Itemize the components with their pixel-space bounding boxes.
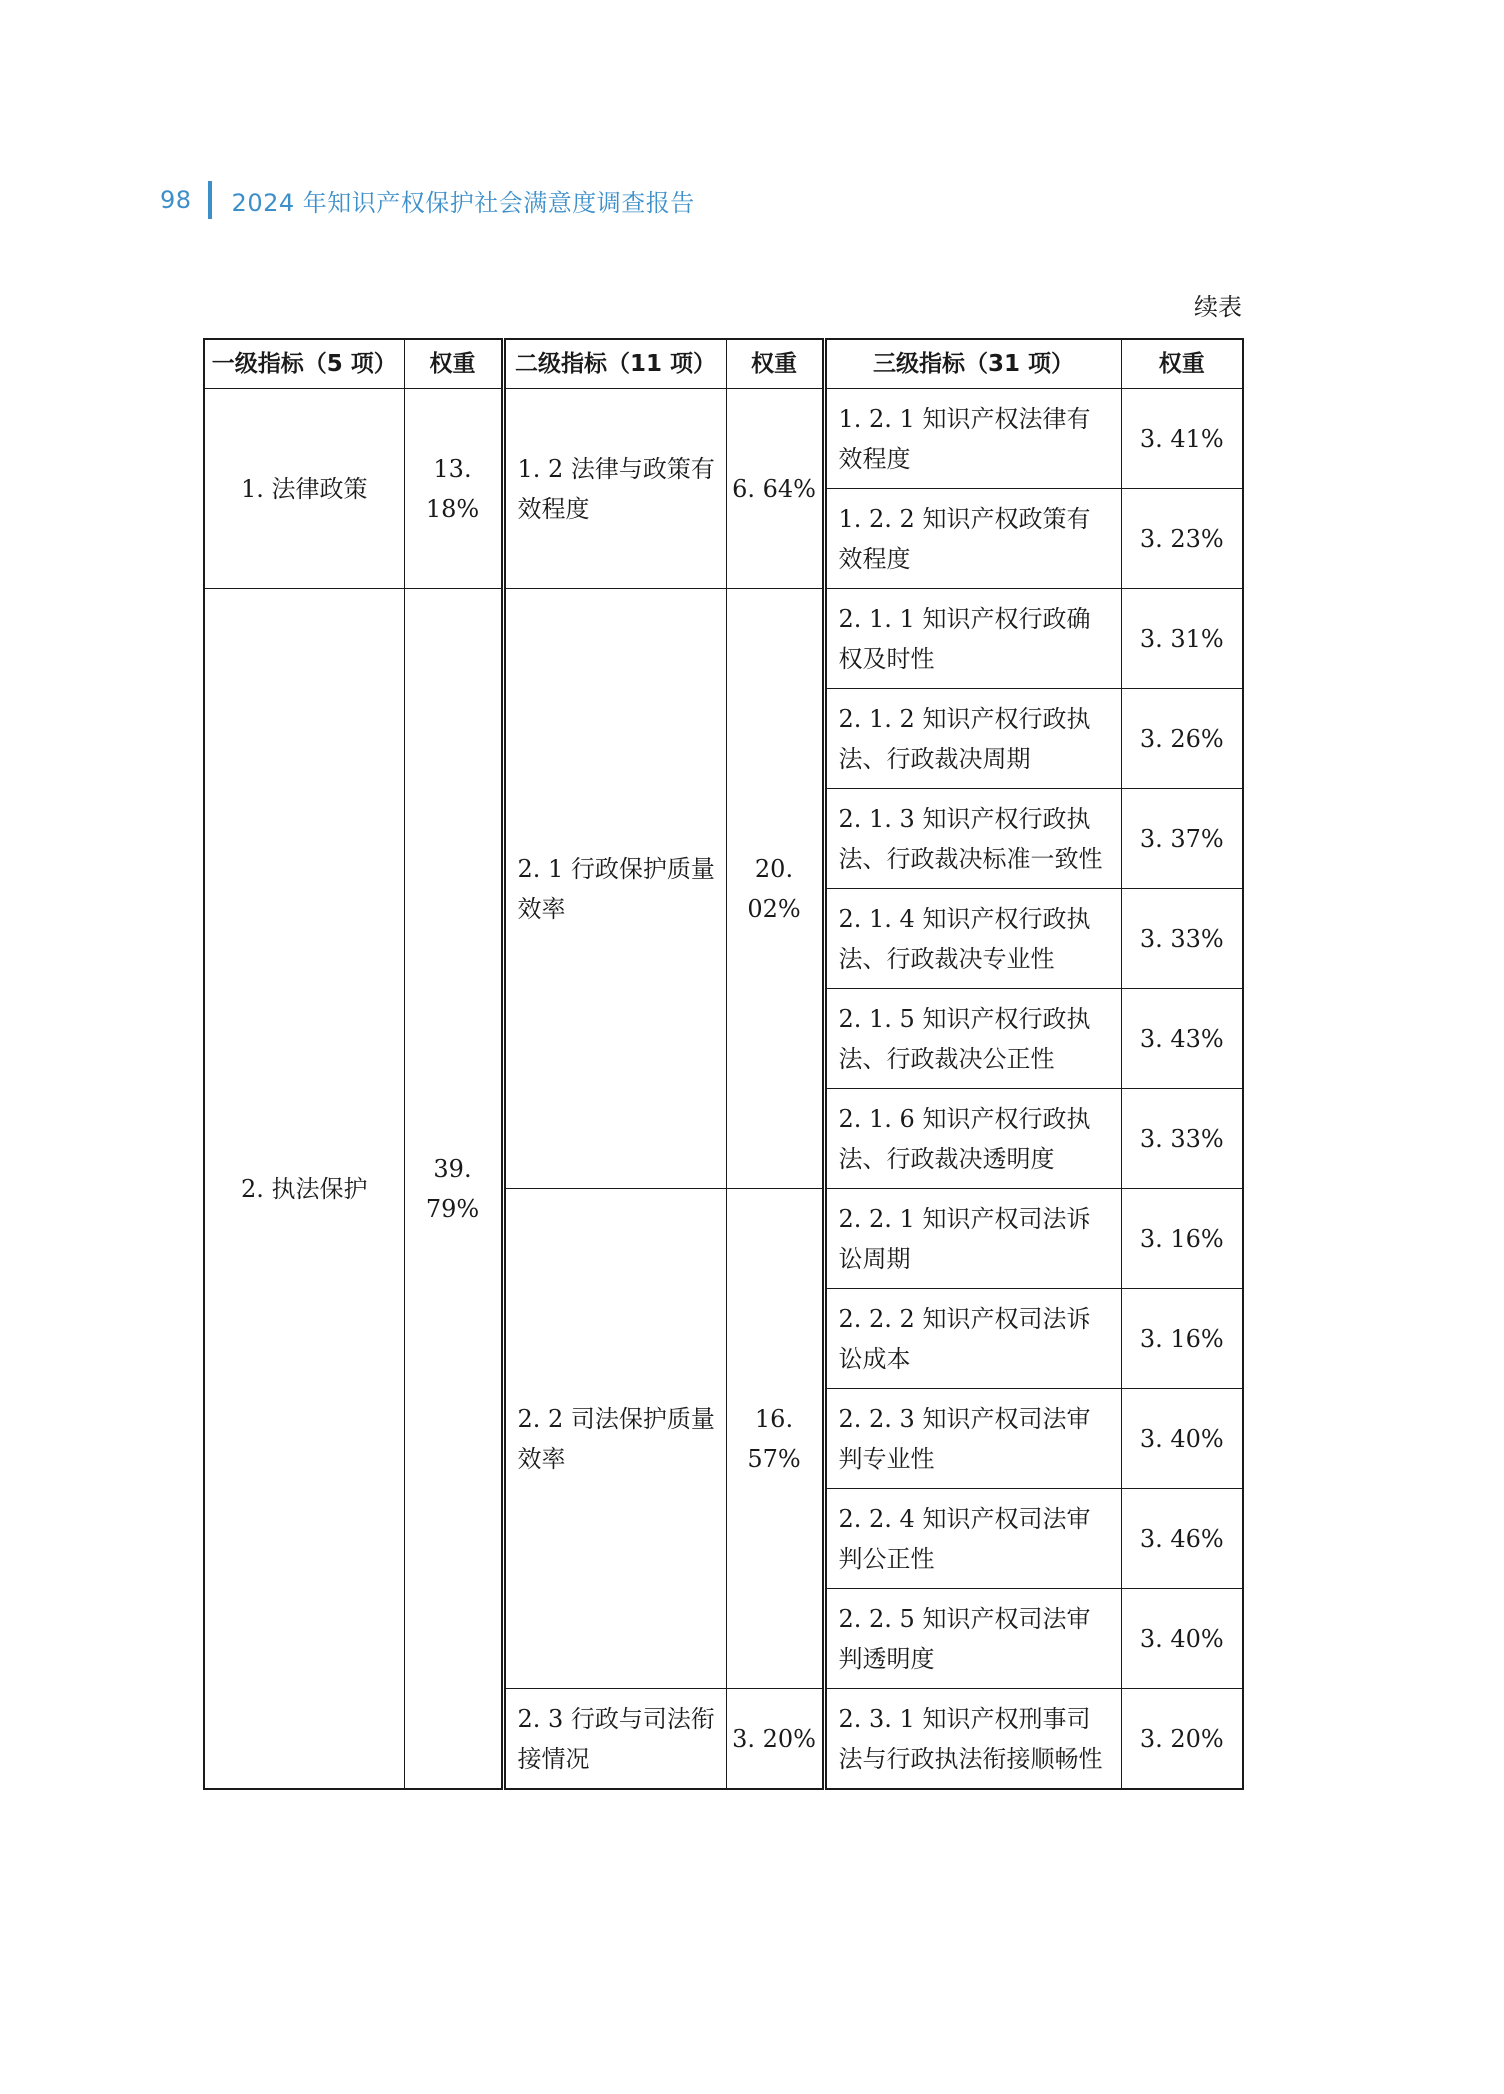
level3-cell: 2. 3. 1 知识产权刑事司法与行政执法衔接顺畅性 [824, 1689, 1121, 1790]
weight3-cell: 3. 33% [1121, 889, 1243, 989]
weight3-cell: 3. 20% [1121, 1689, 1243, 1790]
weight3-cell: 3. 41% [1121, 389, 1243, 489]
level3-cell: 2. 2. 4 知识产权司法审判公正性 [824, 1489, 1121, 1589]
table-header-row [204, 339, 1243, 389]
report-title: 2024 年知识产权保护社会满意度调查报告 [231, 188, 695, 217]
weight3-cell: 3. 23% [1121, 489, 1243, 589]
level3-cell: 1. 2. 2 知识产权政策有效程度 [824, 489, 1121, 589]
indicator-table-container [203, 338, 1242, 1790]
table-row [204, 589, 1243, 689]
weight2-cell: 6. 64% [726, 389, 824, 589]
weight3-cell: 3. 26% [1121, 689, 1243, 789]
weight2-cell: 20. 02% [726, 589, 824, 1189]
level3-cell: 2. 1. 6 知识产权行政执法、行政裁决透明度 [824, 1089, 1121, 1189]
weight3-cell: 3. 40% [1121, 1589, 1243, 1689]
weight3-cell: 3. 31% [1121, 589, 1243, 689]
level2-cell: 2. 1 行政保护质量效率 [503, 589, 726, 1189]
page-number: 98 [160, 186, 192, 214]
header-level3: 三级指标（31 项） [824, 339, 1121, 389]
running-header [160, 180, 695, 220]
level2-cell: 2. 2 司法保护质量效率 [503, 1189, 726, 1689]
header-level2: 二级指标（11 项） [503, 339, 726, 389]
header-level1: 一级指标（5 项） [204, 339, 404, 389]
level3-cell: 2. 1. 5 知识产权行政执法、行政裁决公正性 [824, 989, 1121, 1089]
header-weight3: 权重 [1121, 339, 1243, 389]
weight3-cell: 3. 33% [1121, 1089, 1243, 1189]
weight2-cell: 3. 20% [726, 1689, 824, 1790]
indicator-table [203, 338, 1244, 1790]
table-row [204, 389, 1243, 489]
level1-cell: 1. 法律政策 [204, 389, 404, 589]
weight1-cell: 39. 79% [404, 589, 503, 1790]
header-weight1: 权重 [404, 339, 503, 389]
continued-label: 续表 [1194, 293, 1242, 321]
level3-cell: 1. 2. 1 知识产权法律有效程度 [824, 389, 1121, 489]
level3-cell: 2. 2. 2 知识产权司法诉讼成本 [824, 1289, 1121, 1389]
level3-cell: 2. 2. 5 知识产权司法审判透明度 [824, 1589, 1121, 1689]
level2-cell: 2. 3 行政与司法衔接情况 [503, 1689, 726, 1790]
weight1-cell: 13. 18% [404, 389, 503, 589]
level3-cell: 2. 1. 3 知识产权行政执法、行政裁决标准一致性 [824, 789, 1121, 889]
weight3-cell: 3. 16% [1121, 1189, 1243, 1289]
level3-cell: 2. 1. 2 知识产权行政执法、行政裁决周期 [824, 689, 1121, 789]
level2-cell: 1. 2 法律与政策有效程度 [503, 389, 726, 589]
weight3-cell: 3. 40% [1121, 1389, 1243, 1489]
level3-cell: 2. 1. 4 知识产权行政执法、行政裁决专业性 [824, 889, 1121, 989]
header-weight2: 权重 [726, 339, 824, 389]
weight3-cell: 3. 16% [1121, 1289, 1243, 1389]
header-divider [208, 181, 212, 219]
level3-cell: 2. 1. 1 知识产权行政确权及时性 [824, 589, 1121, 689]
weight3-cell: 3. 43% [1121, 989, 1243, 1089]
weight3-cell: 3. 46% [1121, 1489, 1243, 1589]
weight3-cell: 3. 37% [1121, 789, 1243, 889]
level1-cell: 2. 执法保护 [204, 589, 404, 1790]
level3-cell: 2. 2. 3 知识产权司法审判专业性 [824, 1389, 1121, 1489]
level3-cell: 2. 2. 1 知识产权司法诉讼周期 [824, 1189, 1121, 1289]
weight2-cell: 16. 57% [726, 1189, 824, 1689]
